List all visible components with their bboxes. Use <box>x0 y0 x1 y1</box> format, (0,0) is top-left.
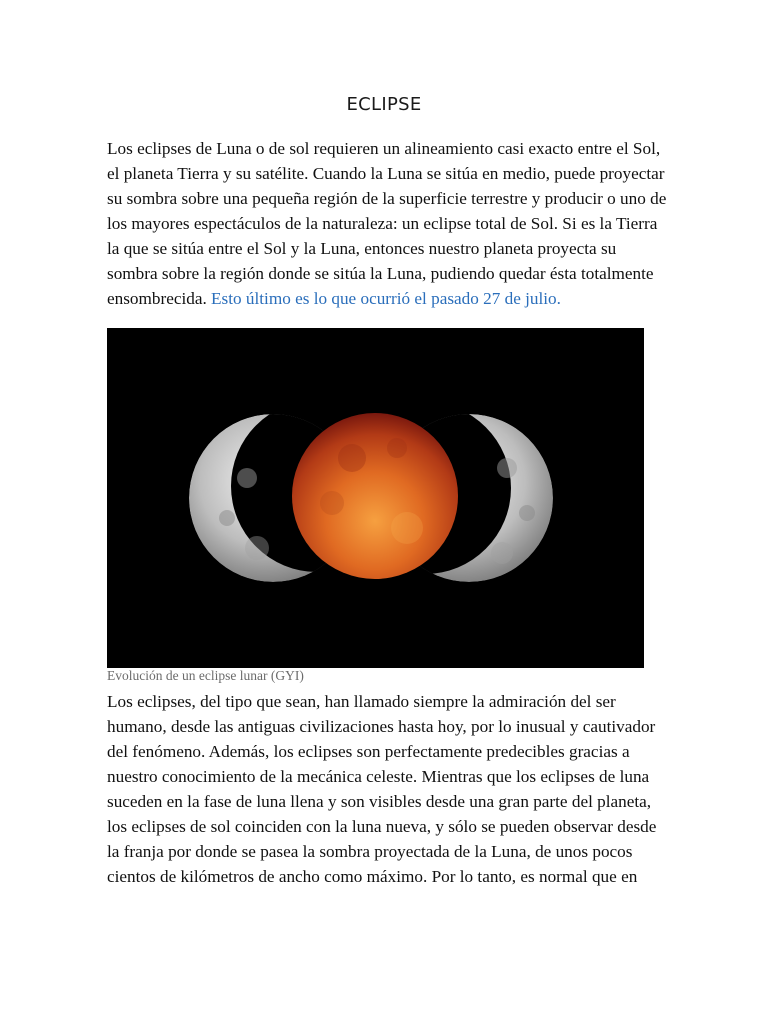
text-line: la franja por donde se pasea la sombra proyectada de la Luna, de unos pocos <box>107 842 633 861</box>
text-line: Los eclipses, del tipo que sean, han llamado siempre la admiración del ser <box>107 692 616 711</box>
text-line: sombra sobre la región donde se sitúa la Luna, pudiendo quedar ésta totalmente <box>107 264 654 283</box>
text-line: la que se sitúa entre el Sol y la Luna, entonces nuestro planeta proyecta su <box>107 239 617 258</box>
text-line: los eclipses de sol coinciden con la luna nueva, y sólo se pueden observar desde <box>107 817 657 836</box>
body-paragraph <box>107 689 667 889</box>
text-line: los mayores espectáculos de la naturaleza: un eclipse total de Sol. Si es la Tierra <box>107 214 658 233</box>
text-line: el planeta Tierra y su satélite. Cuando la Luna se sitúa en medio, puede proyectar <box>107 164 665 183</box>
eclipse-photo <box>107 328 644 668</box>
page-title: ECLIPSE <box>346 94 422 115</box>
eclipse-illustration <box>107 328 644 668</box>
blood-moon <box>292 413 458 579</box>
text-line: su sombra sobre una pequeña región de la superficie terrestre y producir o uno de <box>107 189 667 208</box>
text-line: suceden en la fase de luna llena y son visibles desde una gran parte del planeta, <box>107 792 652 811</box>
text-line: cientos de kilómetros de ancho como máximo. Por lo tanto, es normal que en <box>107 867 638 886</box>
text-line: del fenómeno. Además, los eclipses son perfectamente predecibles gracias a <box>107 742 630 761</box>
article-link[interactable]: Esto último es lo que ocurrió el pasado 27 de julio. <box>211 289 561 308</box>
text-line: nuestro conocimiento de la mecánica celeste. Mientras que los eclipses de luna <box>107 767 650 786</box>
intro-paragraph <box>107 136 667 311</box>
text-line: humano, desde las antiguas civilizaciones hasta hoy, por lo inusual y cautivador <box>107 717 656 736</box>
text-line: Los eclipses de Luna o de sol requieren un alineamiento casi exacto entre el Sol, <box>107 139 661 158</box>
text-line: ensombrecida. <box>107 289 207 308</box>
figure-caption: Evolución de un eclipse lunar (GYI) <box>107 668 304 683</box>
